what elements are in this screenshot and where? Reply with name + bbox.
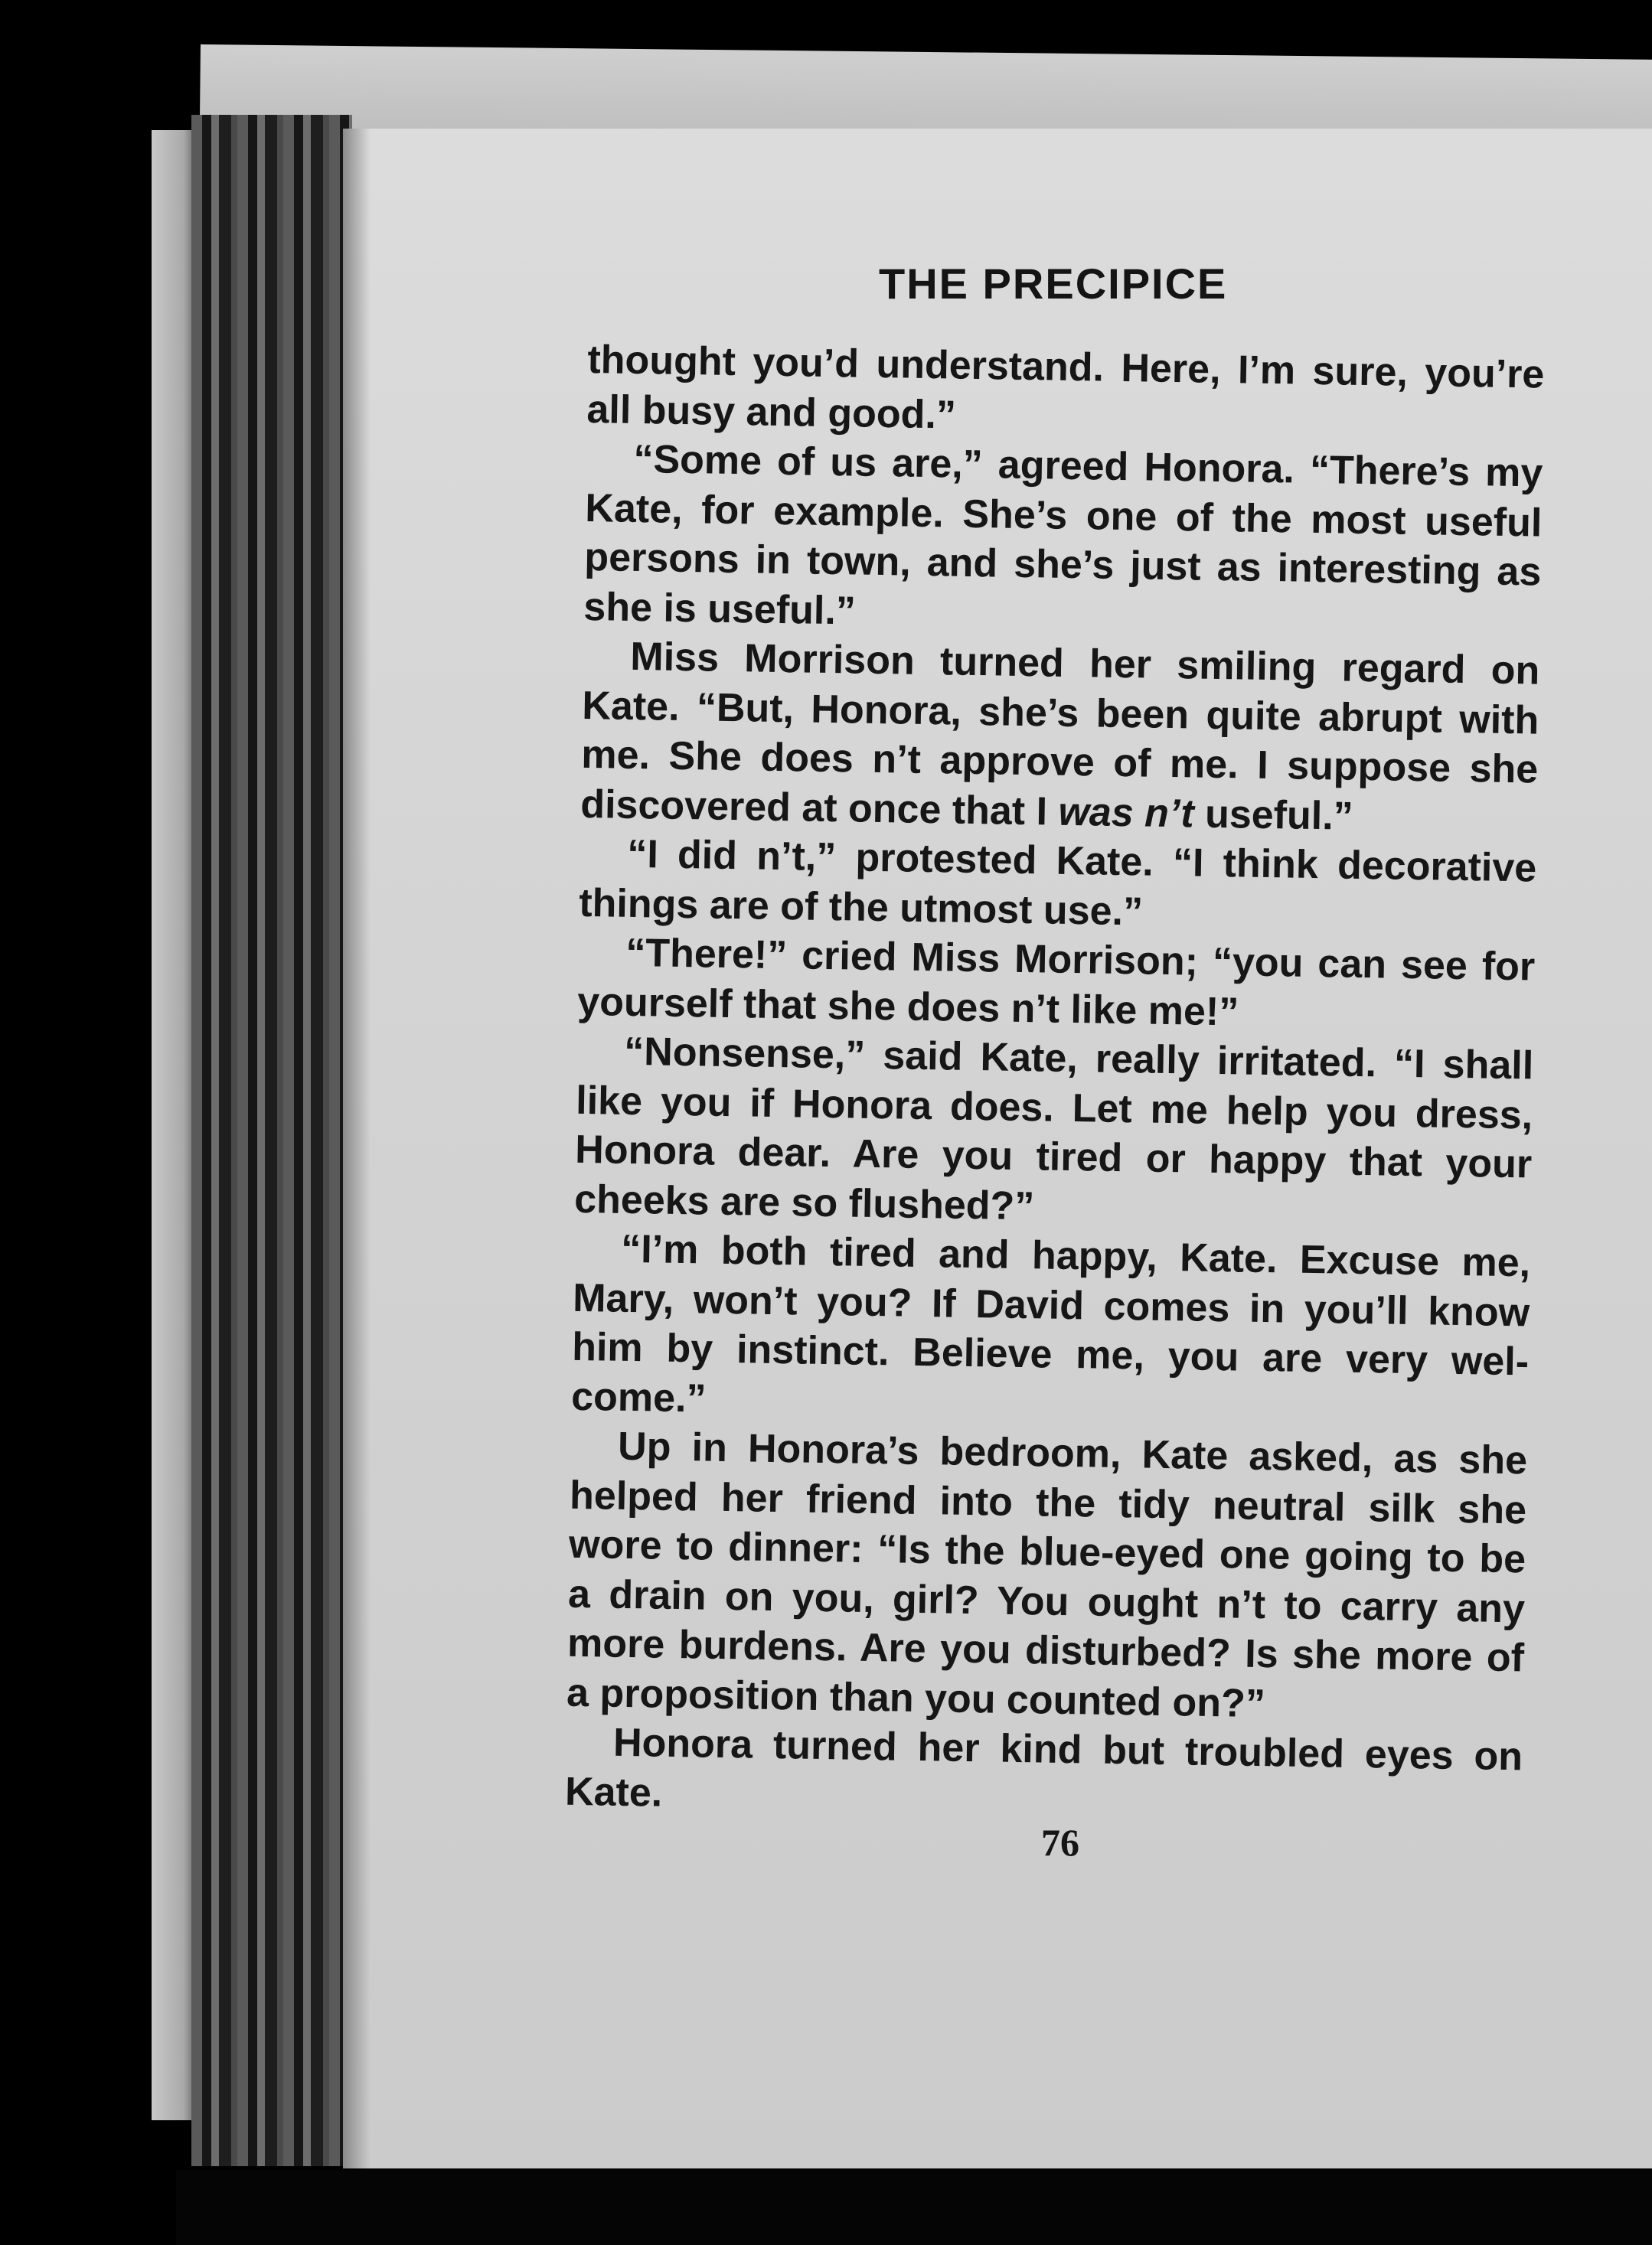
paragraph-text: Miss Morrison turned her smiling regard on Kate. “But, Honora, she’s been quite abrupt with me. She does n’t approve of me. I suppose she discovered at once that I bbox=[580, 634, 1540, 834]
paragraph: “I did n’t,” protested Kate. “I think decorative things are of the utmost use.” bbox=[578, 831, 1537, 934]
book-page-edges bbox=[191, 115, 352, 2166]
scan-bottom-border bbox=[176, 2170, 1652, 2245]
paragraph bbox=[580, 631, 1540, 844]
paragraph: “There!” cried Miss Morrison; “you can see for yourself that she does n’t like me!” bbox=[576, 930, 1536, 1034]
paragraph: thought you’d understand. Here, I’m sure, you’re all busy and good.” bbox=[586, 337, 1545, 438]
running-head: THE PRECIPICE bbox=[879, 259, 1228, 308]
italic-phrase: was n’t bbox=[1058, 789, 1195, 837]
page-number: 76 bbox=[1041, 1821, 1079, 1864]
paragraph: “Nonsense,” said Kate, really irritated. “I shall like you if Honora does. Let me help you dress, Honora dear. Are you tired or happy that your cheeks are so flushed?” bbox=[573, 1029, 1534, 1229]
paragraph: Honora turned her kind but troubled eyes on Kate. bbox=[564, 1720, 1523, 1816]
body-text bbox=[565, 335, 1545, 1831]
paragraph-text: useful.” bbox=[1193, 791, 1354, 839]
paragraph: “I’m both tired and happy, Kate. Excuse me, Mary, won’t you? If David comes in you’ll know him by instinct. Believe me, you are very welcome.” bbox=[570, 1226, 1531, 1421]
paragraph: “Some of us are,” agreed Honora. “There’s my Kate, for example. She’s one of the most useful persons in town, and she’s just as interesting as she is useful.” bbox=[583, 436, 1543, 634]
paragraph: Up in Honora’s bedroom, Kate asked, as she helped her friend into the tidy neutral silk she wore to dinner: “Is the blue-eyed one going to be a drain on you, girl? You ought n’t to carry any more burdens. Are you disturbed? Is she more of a proposition than you counted on?” bbox=[566, 1424, 1528, 1726]
